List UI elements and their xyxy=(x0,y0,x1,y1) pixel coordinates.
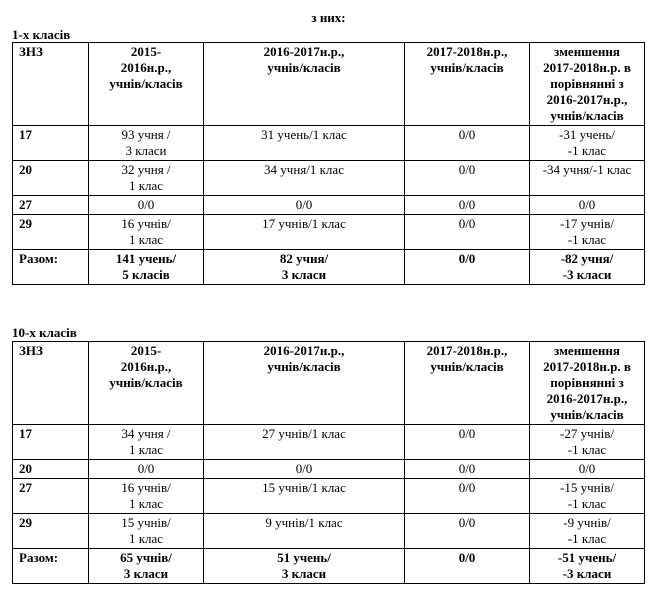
cell-2017-2018: 0/0 xyxy=(405,460,530,479)
cell-2017-2018: 0/0 xyxy=(405,514,530,549)
table-row xyxy=(13,161,645,196)
cell-total-label: Разом: xyxy=(13,250,89,285)
cell-2015-2016: 93 учня / 3 класи xyxy=(89,126,204,161)
cell-total-decrease: -82 учня/ -3 класи xyxy=(530,250,645,285)
cell-2016-2017: 9 учнів/1 клас xyxy=(204,514,405,549)
cell-2015-2016: 0/0 xyxy=(89,196,204,215)
section-title-grade-10: 10-х класів xyxy=(12,325,77,340)
cell-znz: 20 xyxy=(13,460,89,479)
table-row xyxy=(13,215,645,250)
cell-znz: 29 xyxy=(13,514,89,549)
cell-total-2015-2016: 141 учень/ 5 класів xyxy=(89,250,204,285)
table-row xyxy=(13,479,645,514)
cell-2017-2018: 0/0 xyxy=(405,479,530,514)
cell-znz: 27 xyxy=(13,196,89,215)
cell-decrease: -15 учнів/ -1 клас xyxy=(530,479,645,514)
cell-znz: 17 xyxy=(13,126,89,161)
table-grade-1 xyxy=(12,42,645,285)
cell-2017-2018: 0/0 xyxy=(405,425,530,460)
header-decrease: зменшення 2017-2018н.р. в порівнянні з 2016-2017н.р., учнів/класів xyxy=(530,43,645,126)
cell-decrease: 0/0 xyxy=(530,460,645,479)
cell-2017-2018: 0/0 xyxy=(405,196,530,215)
cell-2016-2017: 27 учнів/1 клас xyxy=(204,425,405,460)
cell-znz: 29 xyxy=(13,215,89,250)
header-2016-2017: 2016-2017н.р., учнів/класів xyxy=(204,342,405,425)
cell-2015-2016: 16 учнів/ 1 клас xyxy=(89,215,204,250)
cell-total-label: Разом: xyxy=(13,549,89,584)
table-total-row xyxy=(13,250,645,285)
cell-2015-2016: 15 учнів/ 1 клас xyxy=(89,514,204,549)
section-title-grade-1: 1-х класів xyxy=(12,27,71,42)
cell-decrease: -31 учень/ -1 клас xyxy=(530,126,645,161)
cell-2016-2017: 0/0 xyxy=(204,196,405,215)
header-2017-2018: 2017-2018н.р., учнів/класів xyxy=(405,43,530,126)
cell-2016-2017: 17 учнів/1 клас xyxy=(204,215,405,250)
header-2015-2016: 2015- 2016н.р., учнів/класів xyxy=(89,342,204,425)
table-grade-10 xyxy=(12,341,645,584)
cell-2015-2016: 0/0 xyxy=(89,460,204,479)
header-2017-2018: 2017-2018н.р., учнів/класів xyxy=(405,342,530,425)
cell-2016-2017: 34 учня/1 клас xyxy=(204,161,405,196)
cell-2015-2016: 32 учня / 1 клас xyxy=(89,161,204,196)
table-header-row xyxy=(13,43,645,126)
cell-2016-2017: 0/0 xyxy=(204,460,405,479)
header-znz: ЗНЗ xyxy=(13,43,89,126)
cell-decrease: -27 учнів/ -1 клас xyxy=(530,425,645,460)
cell-total-2015-2016: 65 учнів/ 3 класи xyxy=(89,549,204,584)
header-znz: ЗНЗ xyxy=(13,342,89,425)
cell-2016-2017: 15 учнів/1 клас xyxy=(204,479,405,514)
cell-decrease: -17 учнів/ -1 клас xyxy=(530,215,645,250)
header-2015-2016: 2015- 2016н.р., учнів/класів xyxy=(89,43,204,126)
cell-total-2017-2018: 0/0 xyxy=(405,250,530,285)
cell-2016-2017: 31 учень/1 клас xyxy=(204,126,405,161)
table-row xyxy=(13,126,645,161)
cell-znz: 20 xyxy=(13,161,89,196)
cell-2017-2018: 0/0 xyxy=(405,126,530,161)
table-total-row xyxy=(13,549,645,584)
table-row xyxy=(13,514,645,549)
cell-decrease: -34 учня/-1 клас xyxy=(530,161,645,196)
cell-2017-2018: 0/0 xyxy=(405,215,530,250)
table-row xyxy=(13,460,645,479)
table-header-row xyxy=(13,342,645,425)
cell-total-2016-2017: 82 учня/ 3 класи xyxy=(204,250,405,285)
header-decrease: зменшення 2017-2018н.р. в порівнянні з 2016-2017н.р., учнів/класів xyxy=(530,342,645,425)
cell-znz: 17 xyxy=(13,425,89,460)
table-row xyxy=(13,196,645,215)
table-row xyxy=(13,425,645,460)
cell-2015-2016: 34 учня / 1 клас xyxy=(89,425,204,460)
cell-decrease: 0/0 xyxy=(530,196,645,215)
cell-total-2017-2018: 0/0 xyxy=(405,549,530,584)
cell-total-decrease: -51 учень/ -3 класи xyxy=(530,549,645,584)
cell-total-2016-2017: 51 учень/ 3 класи xyxy=(204,549,405,584)
cell-znz: 27 xyxy=(13,479,89,514)
cell-2017-2018: 0/0 xyxy=(405,161,530,196)
cell-2015-2016: 16 учнів/ 1 клас xyxy=(89,479,204,514)
header-2016-2017: 2016-2017н.р., учнів/класів xyxy=(204,43,405,126)
cell-decrease: -9 учнів/ -1 клас xyxy=(530,514,645,549)
document-heading: з них: xyxy=(311,10,346,25)
